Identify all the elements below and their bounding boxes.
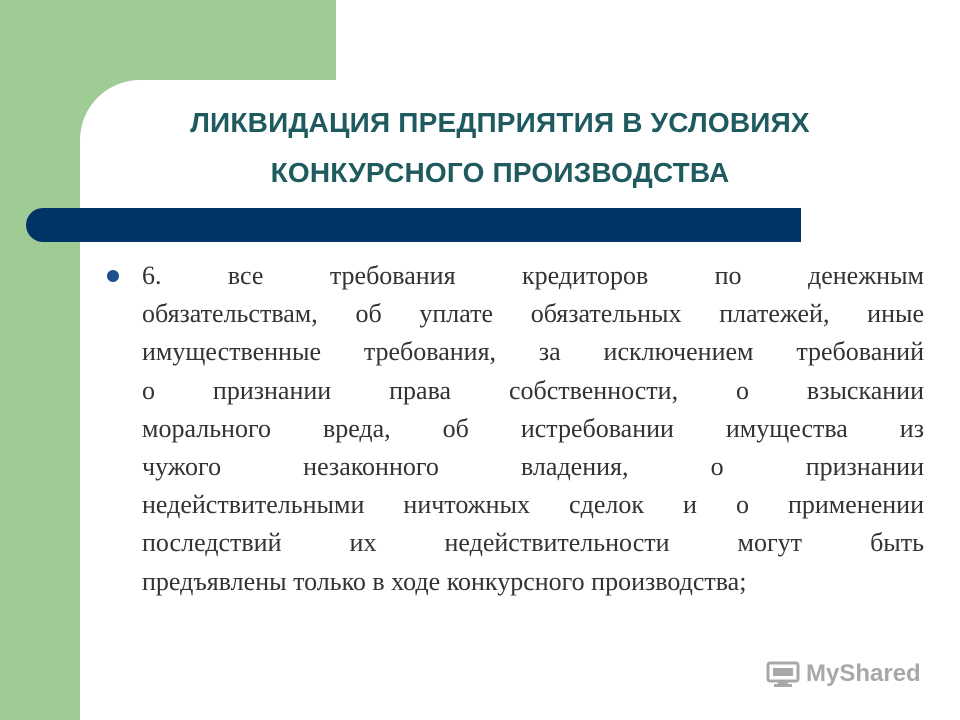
body-line-7: недействительными ничтожных сделок и о применении: [142, 490, 924, 520]
body-line-1: 6. все требования кредиторов по денежным: [142, 261, 924, 290]
bullet-icon: [107, 270, 119, 282]
watermark: [766, 656, 921, 692]
green-left-strip: [0, 0, 80, 720]
title-underline-bar: [26, 208, 801, 242]
mysh-logo-icon: [766, 659, 800, 689]
body-line-4: о признании права собственности, о взыскании: [142, 375, 924, 405]
body-line-5: морального вреда, об истребовании имущества из: [142, 413, 924, 443]
body-line-9: предъявлены только в ходе конкурсного производства;: [142, 566, 747, 596]
slide-title: [130, 98, 870, 198]
body-line-3: имущественные требования, за исключением требований: [142, 337, 924, 367]
title-line-2: КОНКУРСНОГО ПРОИЗВОДСТВА: [270, 157, 730, 188]
body-line-2: обязательствам, об уплате обязательных платежей, иные: [142, 299, 924, 329]
bullet-text: [142, 257, 924, 601]
watermark-text: MyShared: [806, 660, 921, 687]
title-line-1: ЛИКВИДАЦИЯ ПРЕДПРИЯТИЯ В УСЛОВИЯХ: [190, 107, 810, 138]
body-line-8: последствий их недействительности могут быть: [142, 528, 924, 558]
body-line-6: чужого незаконного владения, о признании: [142, 452, 924, 482]
